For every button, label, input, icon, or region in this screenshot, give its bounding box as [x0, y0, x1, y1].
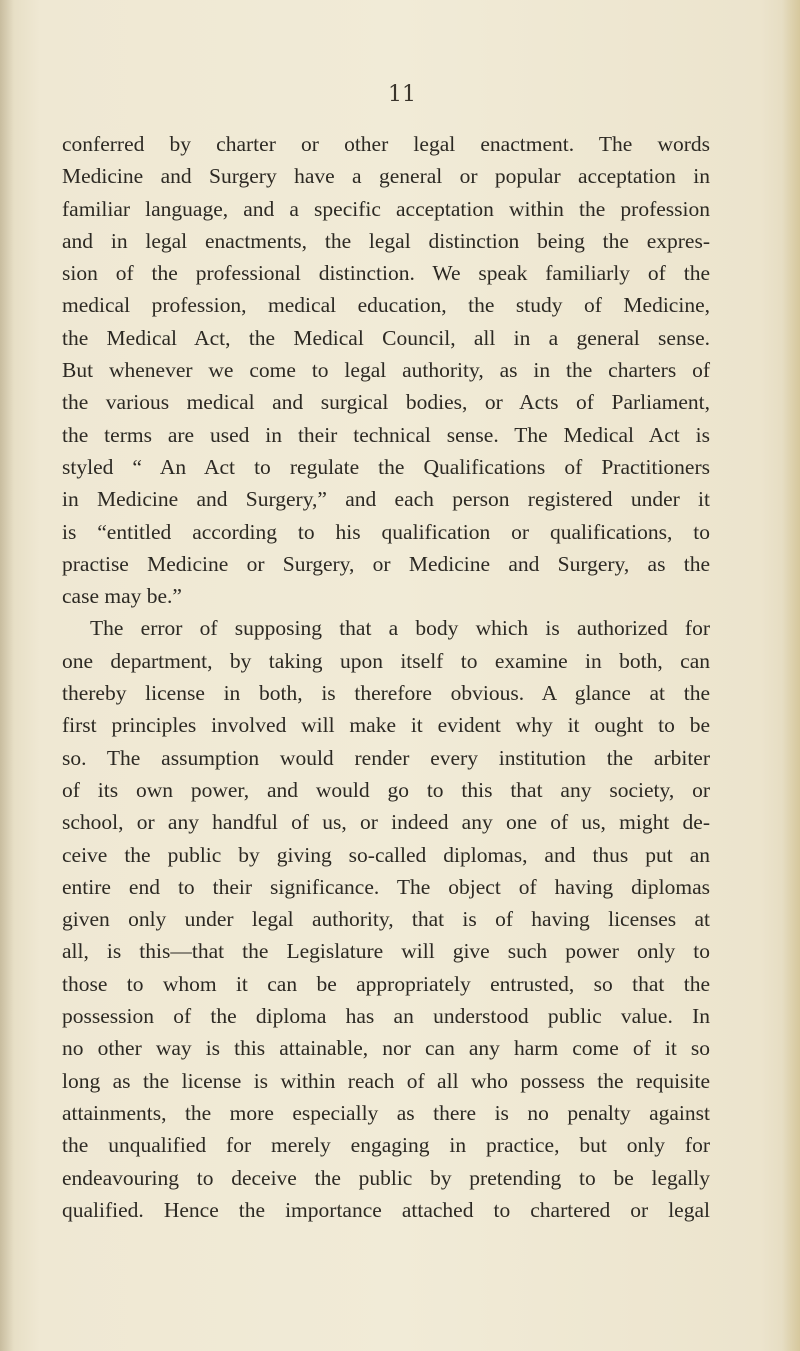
- text-line: familiar language, and a specific acceptation within the profession: [62, 196, 710, 221]
- text-line: attainments, the more especially as there is no penalty against: [62, 1100, 710, 1125]
- text-line: the various medical and surgical bodies, or Acts of Parliament,: [62, 390, 710, 415]
- text-line: so. The assumption would render every institution the arbiter: [62, 745, 710, 770]
- text-line: one department, by taking upon itself to examine in both, can: [62, 648, 710, 673]
- gutter-shadow: [0, 0, 14, 1351]
- page-edge: [782, 0, 800, 1351]
- text-line: of its own power, and would go to this that any society, or: [62, 777, 710, 802]
- text-line: thereby license in both, is therefore obvious. A glance at the: [62, 681, 710, 706]
- text-line: entire end to their significance. The object of having diplomas: [62, 874, 710, 899]
- text-line: But whenever we come to legal authority, as in the charters of: [62, 358, 710, 383]
- text-line: case may be.”: [62, 584, 182, 609]
- text-line: qualified. Hence the importance attached to chartered or legal: [62, 1197, 710, 1222]
- text-line: the unqualified for merely engaging in practice, but only for: [62, 1133, 710, 1158]
- text-line: sion of the professional distinction. We speak familiarly of the: [62, 261, 710, 286]
- text-line: conferred by charter or other legal enactment. The words: [62, 132, 710, 156]
- text-line: possession of the diploma has an understood public value. In: [62, 1004, 710, 1029]
- text-line: those to whom it can be appropriately entrusted, so that the: [62, 971, 710, 996]
- text-line: all, is this—that the Legislature will give such power only to: [62, 939, 710, 964]
- page-number: 11: [388, 82, 416, 107]
- text-line: in Medicine and Surgery,” and each person registered under it: [62, 487, 710, 512]
- text-line: and in legal enactments, the legal distinction being the expres-: [62, 228, 710, 253]
- text-line: school, or any handful of us, or indeed any one of us, might de-: [62, 810, 710, 835]
- paragraph-start-line: The error of supposing that a body which is authorized for: [90, 616, 710, 641]
- text-line: endeavouring to deceive the public by pretending to be legally: [62, 1165, 710, 1190]
- text-line: practise Medicine or Surgery, or Medicine and Surgery, as the: [62, 551, 710, 576]
- body-text: [62, 128, 710, 1226]
- text-line: long as the license is within reach of all who possess the requisite: [62, 1068, 710, 1093]
- text-line: given only under legal authority, that is of having licenses at: [62, 907, 710, 932]
- text-line: no other way is this attainable, nor can any harm come of it so: [62, 1036, 710, 1061]
- text-line: ceive the public by giving so-called diplomas, and thus put an: [62, 842, 710, 867]
- text-line: first principles involved will make it evident why it ought to be: [62, 713, 710, 738]
- text-line: the Medical Act, the Medical Council, all in a general sense.: [62, 325, 710, 350]
- text-line: medical profession, medical education, the study of Medicine,: [62, 293, 710, 318]
- text-line: is “entitled according to his qualification or qualifications, to: [62, 519, 710, 544]
- text-line: the terms are used in their technical sense. The Medical Act is: [62, 422, 710, 447]
- text-line: styled “ An Act to regulate the Qualifications of Practitioners: [62, 454, 710, 479]
- text-line: Medicine and Surgery have a general or popular acceptation in: [62, 164, 710, 189]
